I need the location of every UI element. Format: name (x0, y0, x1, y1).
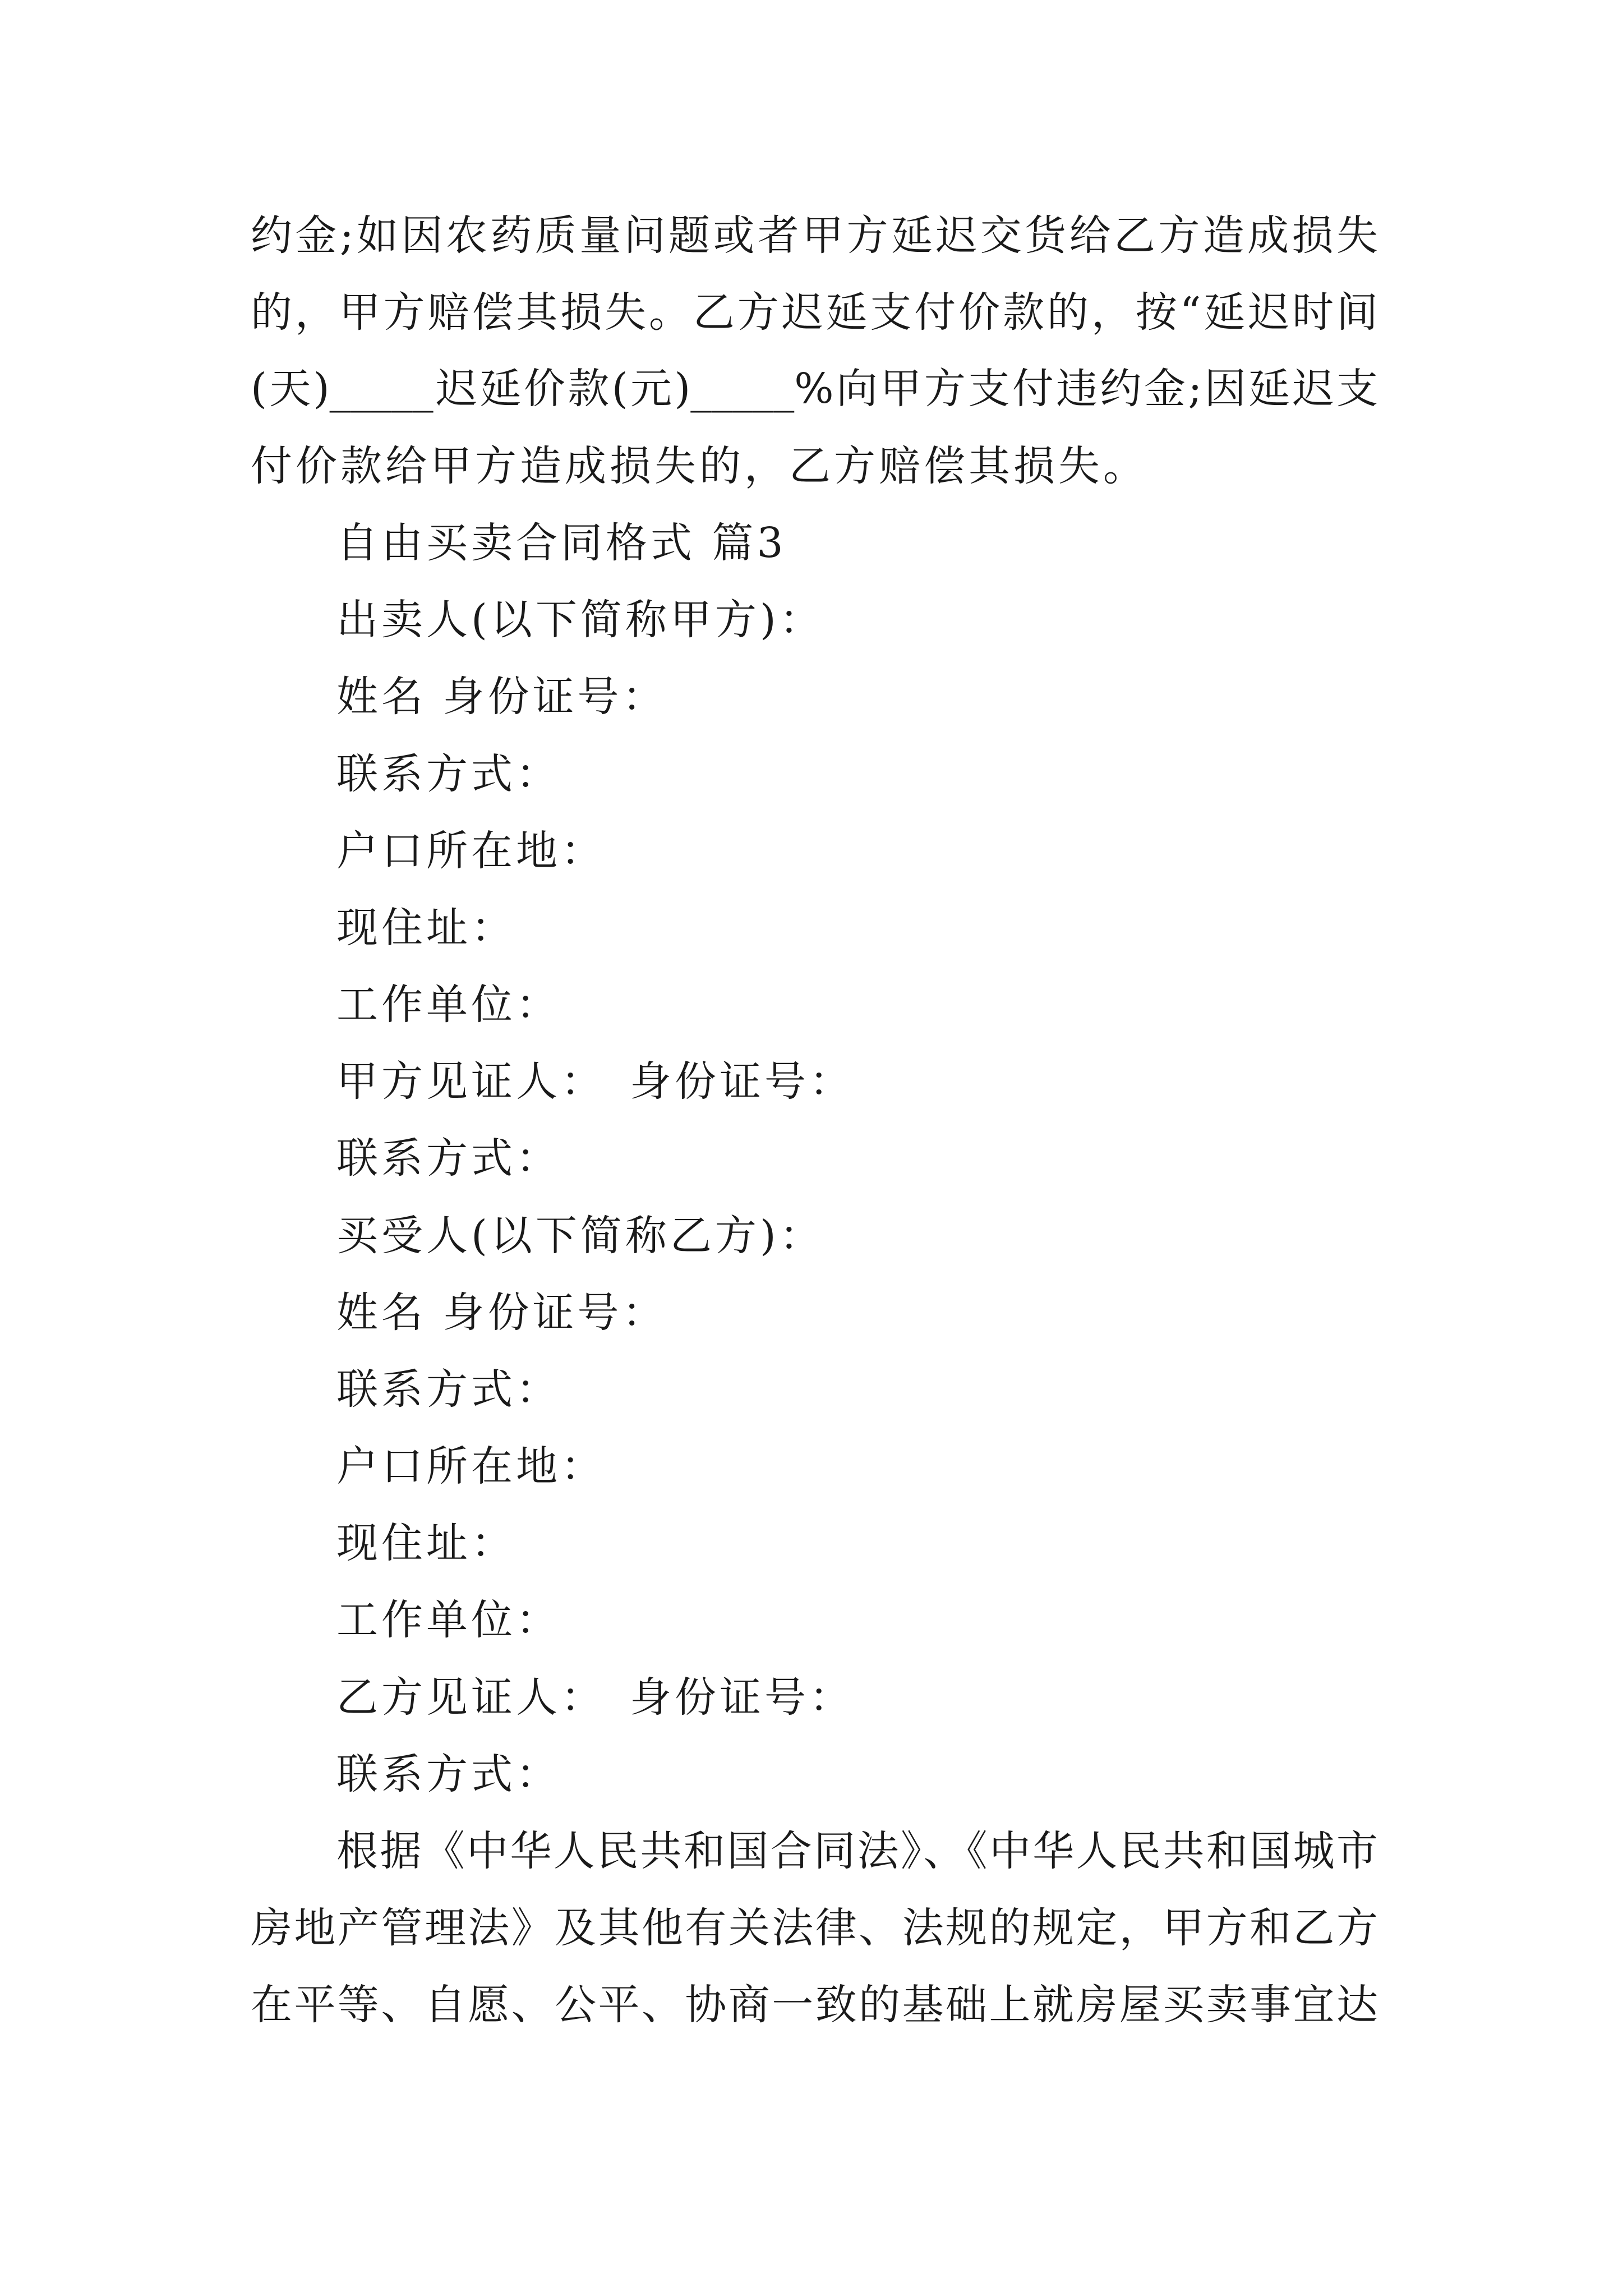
paragraph-line: 付价款给甲方造成损失的，乙方赔偿其损失。 (251, 442, 1148, 490)
buyer-field-contact: 联系方式： (336, 1365, 561, 1414)
seller-field-household: 户口所在地： (336, 827, 606, 875)
buyer-field-employer: 工作单位： (336, 1596, 561, 1644)
seller-field-address: 现住址： (336, 904, 516, 952)
paragraph-line: 房地产管理法》及其他有关法律、法规的规定，甲方和乙方 (251, 1904, 1378, 1952)
paragraph-line: 约金;如因农药质量问题或者甲方延迟交货给乙方造成损失 (251, 211, 1378, 260)
paragraph-line: 的，甲方赔偿其损失。乙方迟延支付价款的，按“延迟时间 (251, 288, 1378, 337)
buyer-field-name-id: 姓名 身份证号： (336, 1289, 667, 1337)
buyer-heading: 买受人(以下简称乙方)： (336, 1212, 824, 1260)
seller-field-witness-contact: 联系方式： (336, 1134, 561, 1182)
buyer-field-address: 现住址： (336, 1519, 516, 1567)
buyer-field-household: 户口所在地： (336, 1442, 606, 1490)
seller-heading: 出卖人(以下简称甲方)： (336, 596, 824, 644)
seller-field-name-id: 姓名 身份证号： (336, 673, 667, 721)
buyer-field-witness-contact: 联系方式： (336, 1750, 561, 1798)
buyer-field-witness: 乙方见证人： 身份证号： (336, 1673, 854, 1722)
paragraph-line: (天)_____迟延价款(元)_____%向甲方支付违约金;因延迟支 (251, 365, 1378, 413)
paragraph-line: 根据《中华人民共和国合同法》、《中华人民共和国城市 (336, 1827, 1378, 1875)
paragraph-line: 在平等、自愿、公平、协商一致的基础上就房屋买卖事宜达 (251, 1981, 1378, 2029)
seller-field-contact: 联系方式： (336, 750, 561, 798)
section-title: 自由买卖合同格式 篇3 (336, 519, 787, 567)
seller-field-employer: 工作单位： (336, 981, 561, 1029)
seller-field-witness: 甲方见证人： 身份证号： (336, 1057, 854, 1106)
